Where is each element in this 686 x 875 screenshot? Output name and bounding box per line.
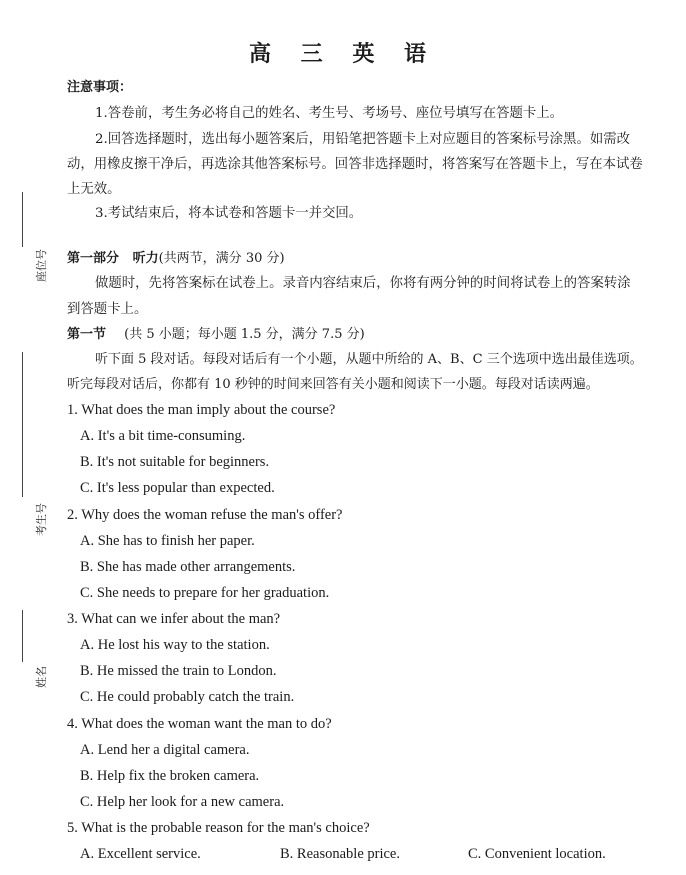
name-line <box>22 610 23 662</box>
question-2-option-c: C. She needs to prepare for her graduation. <box>80 585 330 601</box>
question-3-option-a: A. He lost his way to the station. <box>80 637 270 653</box>
notice-item-2-end: 上无效。 <box>67 182 121 197</box>
question-2-option-a: A. She has to finish her paper. <box>80 533 255 549</box>
section-one-note: (共 5 小题；每小题 1.5 分，满分 7.5 分) <box>124 327 365 342</box>
question-4-option-c: C. Help her look for a new camera. <box>80 794 285 810</box>
question-3-stem: 3. What can we infer about the man? <box>67 611 281 627</box>
part-one-heading <box>67 249 285 269</box>
question-3-option-c: C. He could probably catch the train. <box>80 689 295 705</box>
question-3-option-b: B. He missed the train to London. <box>80 663 277 679</box>
seat-label: 座位号 <box>35 249 48 282</box>
part-one-title: 听力 <box>132 251 159 266</box>
notice-heading: 注意事项： <box>67 80 133 95</box>
question-4-stem: 4. What does the woman want the man to do? <box>67 716 332 732</box>
question-2-stem: 2. Why does the woman refuse the man's offer? <box>67 507 343 523</box>
question-1-option-a: A. It's a bit time-consuming. <box>80 428 246 444</box>
question-5-option-a: A. Excellent service. <box>80 846 201 862</box>
part-one-instruction-2: 到答题卡上。 <box>67 302 148 317</box>
section-one-instruction-2: 听完每段对话后，你都有 10 秒钟的时间来回答有关小题和阅读下一小题。每段对话读两遍。 <box>67 377 599 392</box>
question-5-stem: 5. What is the probable reason for the man's choice? <box>67 820 370 836</box>
exam-number-label: 考生号 <box>35 503 48 536</box>
section-one-heading <box>67 325 365 345</box>
section-one-label: 第一节 <box>67 327 107 342</box>
question-5-option-b: B. Reasonable price. <box>280 846 400 862</box>
question-4-option-a: A. Lend her a digital camera. <box>80 742 250 758</box>
notice-item-2: 2.回答选择题时，选出每小题答案后，用铅笔把答题卡上对应题目的答案标号涂黑。如需改 <box>95 132 631 147</box>
question-1-option-c: C. It's less popular than expected. <box>80 480 275 496</box>
page-title: 高 三 英 语 <box>249 42 437 67</box>
notice-item-3: 3.考试结束后，将本试卷和答题卡一并交回。 <box>95 206 363 221</box>
part-one-instruction-1: 做题时，先将答案标在试卷上。录音内容结束后，你将有两分钟的时间将试卷上的答案转涂 <box>95 276 631 291</box>
question-1-option-b: B. It's not suitable for beginners. <box>80 454 270 470</box>
seat-line <box>22 192 23 247</box>
section-one-instruction-1: 听下面 5 段对话。每段对话后有一个小题，从题中所给的 A、B、C 三个选项中选出最佳选项。 <box>95 352 643 367</box>
part-one-label: 第一部分 <box>67 251 120 266</box>
question-4-option-b: B. Help fix the broken camera. <box>80 768 260 784</box>
name-label: 姓名 <box>35 666 48 688</box>
part-one-note: (共两节，满分 30 分) <box>158 251 285 266</box>
question-2-option-b: B. She has made other arrangements. <box>80 559 296 575</box>
notice-item-1: 1.答卷前，考生务必将自己的姓名、考生号、考场号、座位号填写在答题卡上。 <box>95 106 564 121</box>
question-5-option-c: C. Convenient location. <box>468 846 606 862</box>
exam-number-line <box>22 352 23 497</box>
question-1-stem: 1. What does the man imply about the course? <box>67 402 336 418</box>
notice-item-2-cont: 动，用橡皮擦干净后，再选涂其他答案标号。回答非选择题时，将答案写在答题卡上，写在本试卷 <box>67 157 643 172</box>
